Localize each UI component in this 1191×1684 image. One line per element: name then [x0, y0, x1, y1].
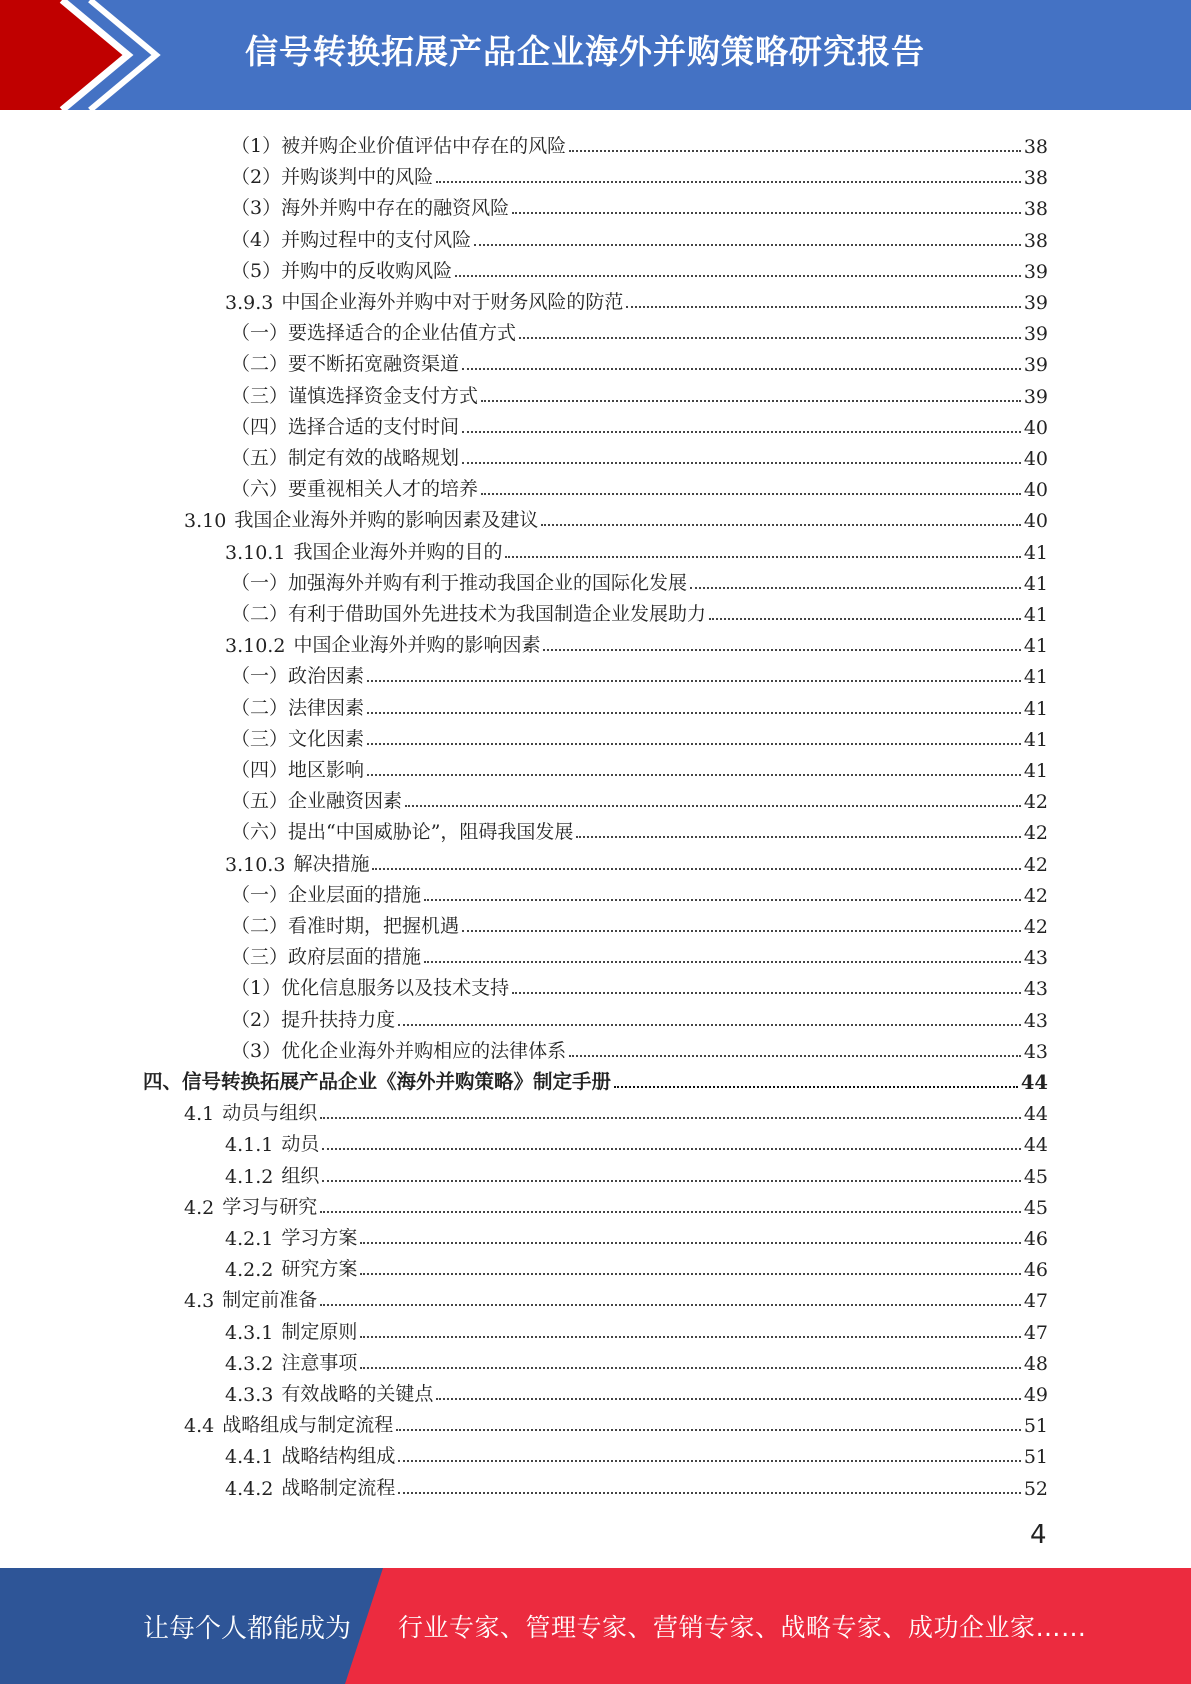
toc-entry-page: 41: [1023, 541, 1048, 564]
toc-entry-page: 47: [1023, 1290, 1048, 1313]
toc-dot-leader: [519, 337, 1021, 339]
toc-dot-leader: [543, 649, 1020, 651]
toc-entry-page: 41: [1023, 728, 1048, 751]
toc-dot-leader: [709, 618, 1021, 620]
toc-entry-title: （一）企业层面的措施: [231, 883, 422, 906]
report-title: 信号转换拓展产品企业海外并购策略研究报告: [245, 32, 925, 71]
toc-entry-title: （二）有利于借助国外先进技术为我国制造企业发展助力: [231, 603, 707, 625]
toc-entry-page: 52: [1023, 1477, 1048, 1500]
toc-dot-leader: [322, 1148, 1020, 1150]
toc-entry-page: 39: [1023, 260, 1048, 283]
toc-entry-title: （六）要重视相关人才的培养: [231, 478, 479, 501]
toc-entry-page: 49: [1023, 1384, 1048, 1406]
toc-entry-page: 38: [1023, 136, 1048, 158]
toc-dot-leader: [462, 462, 1021, 464]
toc-entry-page: 39: [1023, 385, 1048, 408]
toc-entry-title: （5）并购中的反收购风险: [231, 259, 453, 282]
toc-entry[interactable]: [231, 1032, 1048, 1063]
toc-dot-leader: [398, 1460, 1020, 1462]
toc-entry-number: 4.1.2: [225, 1165, 274, 1188]
toc-entry-title: 研究方案: [281, 1258, 358, 1281]
toc-entry-page: 40: [1023, 510, 1048, 533]
toc-dot-leader: [398, 1024, 1021, 1026]
toc-dot-leader: [481, 493, 1021, 495]
toc-dot-leader: [541, 524, 1020, 526]
toc-entry-title: （一）加强海外并购有利于推动我国企业的国际化发展: [231, 571, 688, 594]
toc-entry[interactable]: [231, 1001, 1048, 1032]
toc-entry-title: （3）优化企业海外并购相应的法律体系: [231, 1039, 567, 1062]
toc-entry-title: 制定原则: [281, 1320, 358, 1343]
toc-entry-title: 动员与组织: [222, 1102, 318, 1125]
toc-entry[interactable]: [231, 221, 1048, 252]
toc-entry-title: 中国企业海外并购中对于财务风险的防范: [281, 291, 624, 313]
toc-entry[interactable]: [231, 907, 1048, 938]
toc-entry-number: 4.3.3: [225, 1384, 274, 1406]
toc-dot-leader: [396, 1429, 1021, 1431]
toc-dot-leader: [320, 1211, 1021, 1213]
toc-entry-page: 43: [1023, 1040, 1048, 1063]
toc-dot-leader: [320, 1117, 1021, 1119]
toc-entry[interactable]: [231, 657, 1048, 688]
toc-entry-title: （3）海外并购中存在的融资风险: [231, 197, 510, 220]
toc-dot-leader: [424, 961, 1021, 963]
toc-entry[interactable]: [225, 1313, 1048, 1344]
toc-dot-leader: [462, 431, 1021, 433]
toc-entry-number: 4.3: [184, 1290, 215, 1313]
toc-dot-leader: [360, 1242, 1020, 1244]
toc-entry-title: （五）制定有效的战略规划: [231, 447, 460, 469]
toc-entry-page: 47: [1023, 1321, 1048, 1344]
toc-entry[interactable]: [231, 969, 1048, 1000]
toc-entry-number: 4.2.1: [225, 1228, 274, 1250]
toc-dot-leader: [576, 836, 1020, 838]
toc-entry[interactable]: [225, 1157, 1048, 1188]
toc-dot-leader: [690, 587, 1021, 589]
toc-entry[interactable]: [184, 501, 1048, 532]
toc-dot-leader: [424, 899, 1021, 901]
toc-entry-title: 学习方案: [281, 1227, 358, 1249]
toc-entry[interactable]: [231, 377, 1048, 408]
toc-entry[interactable]: [225, 1219, 1048, 1250]
toc-entry-title: 战略制定流程: [281, 1476, 396, 1499]
toc-entry[interactable]: [231, 158, 1048, 189]
toc-dot-leader: [360, 1273, 1020, 1275]
toc-entry-page: 41: [1023, 697, 1048, 720]
toc-entry-page: 39: [1023, 292, 1048, 314]
toc-entry-number: 4.4.1: [225, 1446, 274, 1469]
toc-entry-title: 学习与研究: [222, 1195, 318, 1218]
toc-entry-page: 43: [1023, 947, 1048, 970]
toc-dot-leader: [512, 992, 1021, 994]
toc-entry[interactable]: [225, 1469, 1048, 1500]
toc-dot-leader: [372, 868, 1020, 870]
toc-entry[interactable]: [184, 1281, 1048, 1312]
toc-entry[interactable]: [231, 189, 1048, 220]
toc-entry-number: 3.10.3: [225, 853, 286, 876]
toc-entry-title: （1）被并购企业价值评估中存在的风险: [231, 135, 567, 157]
toc-entry[interactable]: [231, 439, 1048, 470]
toc-entry-page: 42: [1023, 916, 1048, 938]
toc-entry-title: （1）优化信息服务以及技术支持: [231, 977, 510, 1000]
toc-entry-title: 制定前准备: [222, 1289, 318, 1312]
toc-entry-page: 42: [1023, 822, 1048, 845]
page-header: [0, 0, 1191, 110]
toc-entry-page: 41: [1023, 604, 1048, 626]
toc-entry-title: （四）地区影响: [231, 759, 365, 781]
toc-entry-title: 战略组成与制定流程: [222, 1414, 394, 1437]
toc-dot-leader: [398, 1492, 1020, 1494]
toc-entry-title: （六）提出“中国威胁论”，阻碍我国发展: [231, 821, 574, 844]
toc-entry-page: 41: [1023, 666, 1048, 689]
toc-entry[interactable]: [231, 470, 1048, 501]
toc-entry-page: 46: [1023, 1259, 1048, 1282]
toc-dot-leader: [481, 400, 1021, 402]
toc-dot-leader: [367, 712, 1021, 714]
toc-entry-page: 41: [1023, 760, 1048, 782]
toc-entry[interactable]: [231, 782, 1048, 813]
toc-entry-number: 3.10.1: [225, 541, 286, 564]
toc-entry-page: 39: [1023, 354, 1048, 377]
toc-entry[interactable]: [225, 1375, 1048, 1406]
toc-entry[interactable]: [231, 938, 1048, 969]
toc-entry-number: 3.10.2: [225, 635, 286, 658]
toc-entry[interactable]: [231, 314, 1048, 345]
toc-dot-leader: [322, 1180, 1020, 1182]
toc-entry-page: 51: [1023, 1446, 1048, 1469]
toc-entry[interactable]: [231, 689, 1048, 720]
toc-entry-page: 42: [1023, 853, 1048, 876]
toc-entry[interactable]: [231, 876, 1048, 907]
toc-dot-leader: [367, 774, 1021, 776]
toc-entry-title: 有效战略的关键点: [281, 1383, 434, 1405]
toc-entry-number: 4.2: [184, 1196, 215, 1219]
toc-dot-leader: [360, 1367, 1020, 1369]
toc-dot-leader: [320, 1304, 1021, 1306]
toc-entry-title: （五）企业融资因素: [231, 790, 403, 813]
footer-slogan-right: 行业专家、管理专家、营销专家、战略专家、成功企业家……: [398, 1613, 1087, 1642]
toc-entry[interactable]: [231, 252, 1048, 283]
toc-dot-leader: [626, 306, 1020, 308]
toc-entry-page: 40: [1023, 416, 1048, 439]
toc-entry-title: 我国企业海外并购的影响因素及建议: [234, 509, 539, 532]
toc-entry-title: （二）法律因素: [231, 696, 365, 719]
toc-entry[interactable]: [184, 1094, 1048, 1125]
toc-entry-page: 43: [1023, 1009, 1048, 1032]
toc-entry-number: 4.3.1: [225, 1321, 274, 1344]
toc-dot-leader: [569, 1055, 1021, 1057]
footer-slogan-left: 让每个人都能成为: [143, 1614, 352, 1644]
toc-entry-number: 4.4: [184, 1415, 215, 1438]
toc-entry-page: 45: [1023, 1196, 1048, 1219]
toc-entry-page: 39: [1023, 323, 1048, 346]
toc-entry-title: 四、信号转换拓展产品企业《海外并购策略》制定手册: [143, 1070, 612, 1093]
toc-entry[interactable]: [231, 127, 1048, 158]
page-footer: [0, 1568, 1191, 1684]
toc-entry[interactable]: [184, 1406, 1048, 1437]
toc-dot-leader: [462, 368, 1021, 370]
toc-entry[interactable]: [184, 1188, 1048, 1219]
toc-entry-page: 45: [1023, 1165, 1048, 1188]
toc-entry-title: 动员: [281, 1133, 320, 1156]
toc-entry[interactable]: [225, 1437, 1048, 1468]
toc-entry-page: 41: [1023, 572, 1048, 595]
toc-entry[interactable]: [143, 1063, 1048, 1094]
toc-entry[interactable]: [225, 1125, 1048, 1156]
toc-entry-page: 38: [1023, 229, 1048, 252]
toc-entry[interactable]: [225, 845, 1048, 876]
toc-entry[interactable]: [225, 1250, 1048, 1281]
toc-entry-title: 中国企业海外并购的影响因素: [293, 634, 541, 657]
toc-entry-page: 41: [1023, 635, 1048, 658]
toc-entry-page: 51: [1023, 1415, 1048, 1438]
toc-dot-leader: [360, 1336, 1020, 1338]
toc-dot-leader: [512, 212, 1021, 214]
toc-entry-title: 我国企业海外并购的目的: [293, 540, 503, 563]
toc-entry-page: 42: [1023, 884, 1048, 907]
toc-entry-page: 38: [1023, 167, 1048, 190]
toc-entry-title: 组织: [281, 1164, 320, 1187]
toc-entry-title: （三）谨慎选择资金支付方式: [231, 384, 479, 407]
toc-entry-title: 战略结构组成: [281, 1445, 396, 1468]
toc-entry[interactable]: [231, 345, 1048, 376]
toc-entry-page: 48: [1023, 1352, 1048, 1375]
toc-entry-page: 38: [1023, 198, 1048, 221]
toc-entry-title: （一）政治因素: [231, 665, 365, 688]
toc-dot-leader: [367, 680, 1021, 682]
toc-entry[interactable]: [231, 595, 1048, 626]
toc-entry-title: （一）要选择适合的企业估值方式: [231, 322, 517, 345]
toc-entry-page: 43: [1023, 978, 1048, 1001]
toc-dot-leader: [474, 244, 1021, 246]
toc-entry-number: 4.3.2: [225, 1352, 274, 1375]
toc-dot-leader: [462, 930, 1021, 932]
toc-entry-title: （4）并购过程中的支付风险: [231, 228, 472, 251]
toc-entry-page: 42: [1023, 791, 1048, 814]
toc-entry-title: （四）选择合适的支付时间: [231, 415, 460, 438]
toc-entry[interactable]: [225, 626, 1048, 657]
toc-entry-page: 44: [1023, 1103, 1048, 1126]
toc-entry[interactable]: [231, 408, 1048, 439]
toc-entry-page: 44: [1023, 1134, 1048, 1157]
toc-entry-title: （2）提升扶持力度: [231, 1008, 396, 1031]
toc-entry-title: 注意事项: [281, 1351, 358, 1374]
toc-entry-number: 4.1: [184, 1103, 215, 1126]
toc-entry-number: 3.9.3: [225, 292, 274, 314]
toc-entry-title: 解决措施: [293, 852, 370, 875]
toc-entry[interactable]: [225, 533, 1048, 564]
toc-dot-leader: [569, 150, 1021, 152]
toc-dot-leader: [436, 181, 1021, 183]
toc-entry-title: （三）文化因素: [231, 727, 365, 750]
toc-dot-leader: [367, 743, 1021, 745]
toc-entry-title: （2）并购谈判中的风险: [231, 166, 434, 189]
toc-entry[interactable]: [231, 751, 1048, 782]
toc-entry-page: 46: [1023, 1228, 1048, 1250]
toc-entry-number: 4.1.1: [225, 1134, 274, 1157]
toc-entry-title: （二）要不断拓宽融资渠道: [231, 353, 460, 376]
toc-dot-leader: [405, 805, 1021, 807]
toc-entry-number: 4.2.2: [225, 1259, 274, 1282]
toc-entry-page: 44: [1020, 1071, 1048, 1094]
toc-entry-page: 40: [1023, 479, 1048, 502]
toc-entry-number: 4.4.2: [225, 1477, 274, 1500]
toc-dot-leader: [614, 1086, 1018, 1088]
toc-entry-title: （三）政府层面的措施: [231, 946, 422, 969]
toc-entry[interactable]: [231, 813, 1048, 844]
toc-dot-leader: [505, 556, 1020, 558]
page-number: 4: [1030, 1520, 1047, 1550]
toc-entry-title: （二）看准时期，把握机遇: [231, 915, 460, 937]
toc-entry-page: 40: [1023, 448, 1048, 470]
toc-entry[interactable]: [231, 564, 1048, 595]
toc-dot-leader: [455, 275, 1021, 277]
toc-dot-leader: [436, 1398, 1020, 1400]
toc-entry[interactable]: [225, 1344, 1048, 1375]
toc-entry[interactable]: [231, 720, 1048, 751]
toc-entry[interactable]: [225, 283, 1048, 314]
toc-entry-number: 3.10: [184, 510, 227, 533]
